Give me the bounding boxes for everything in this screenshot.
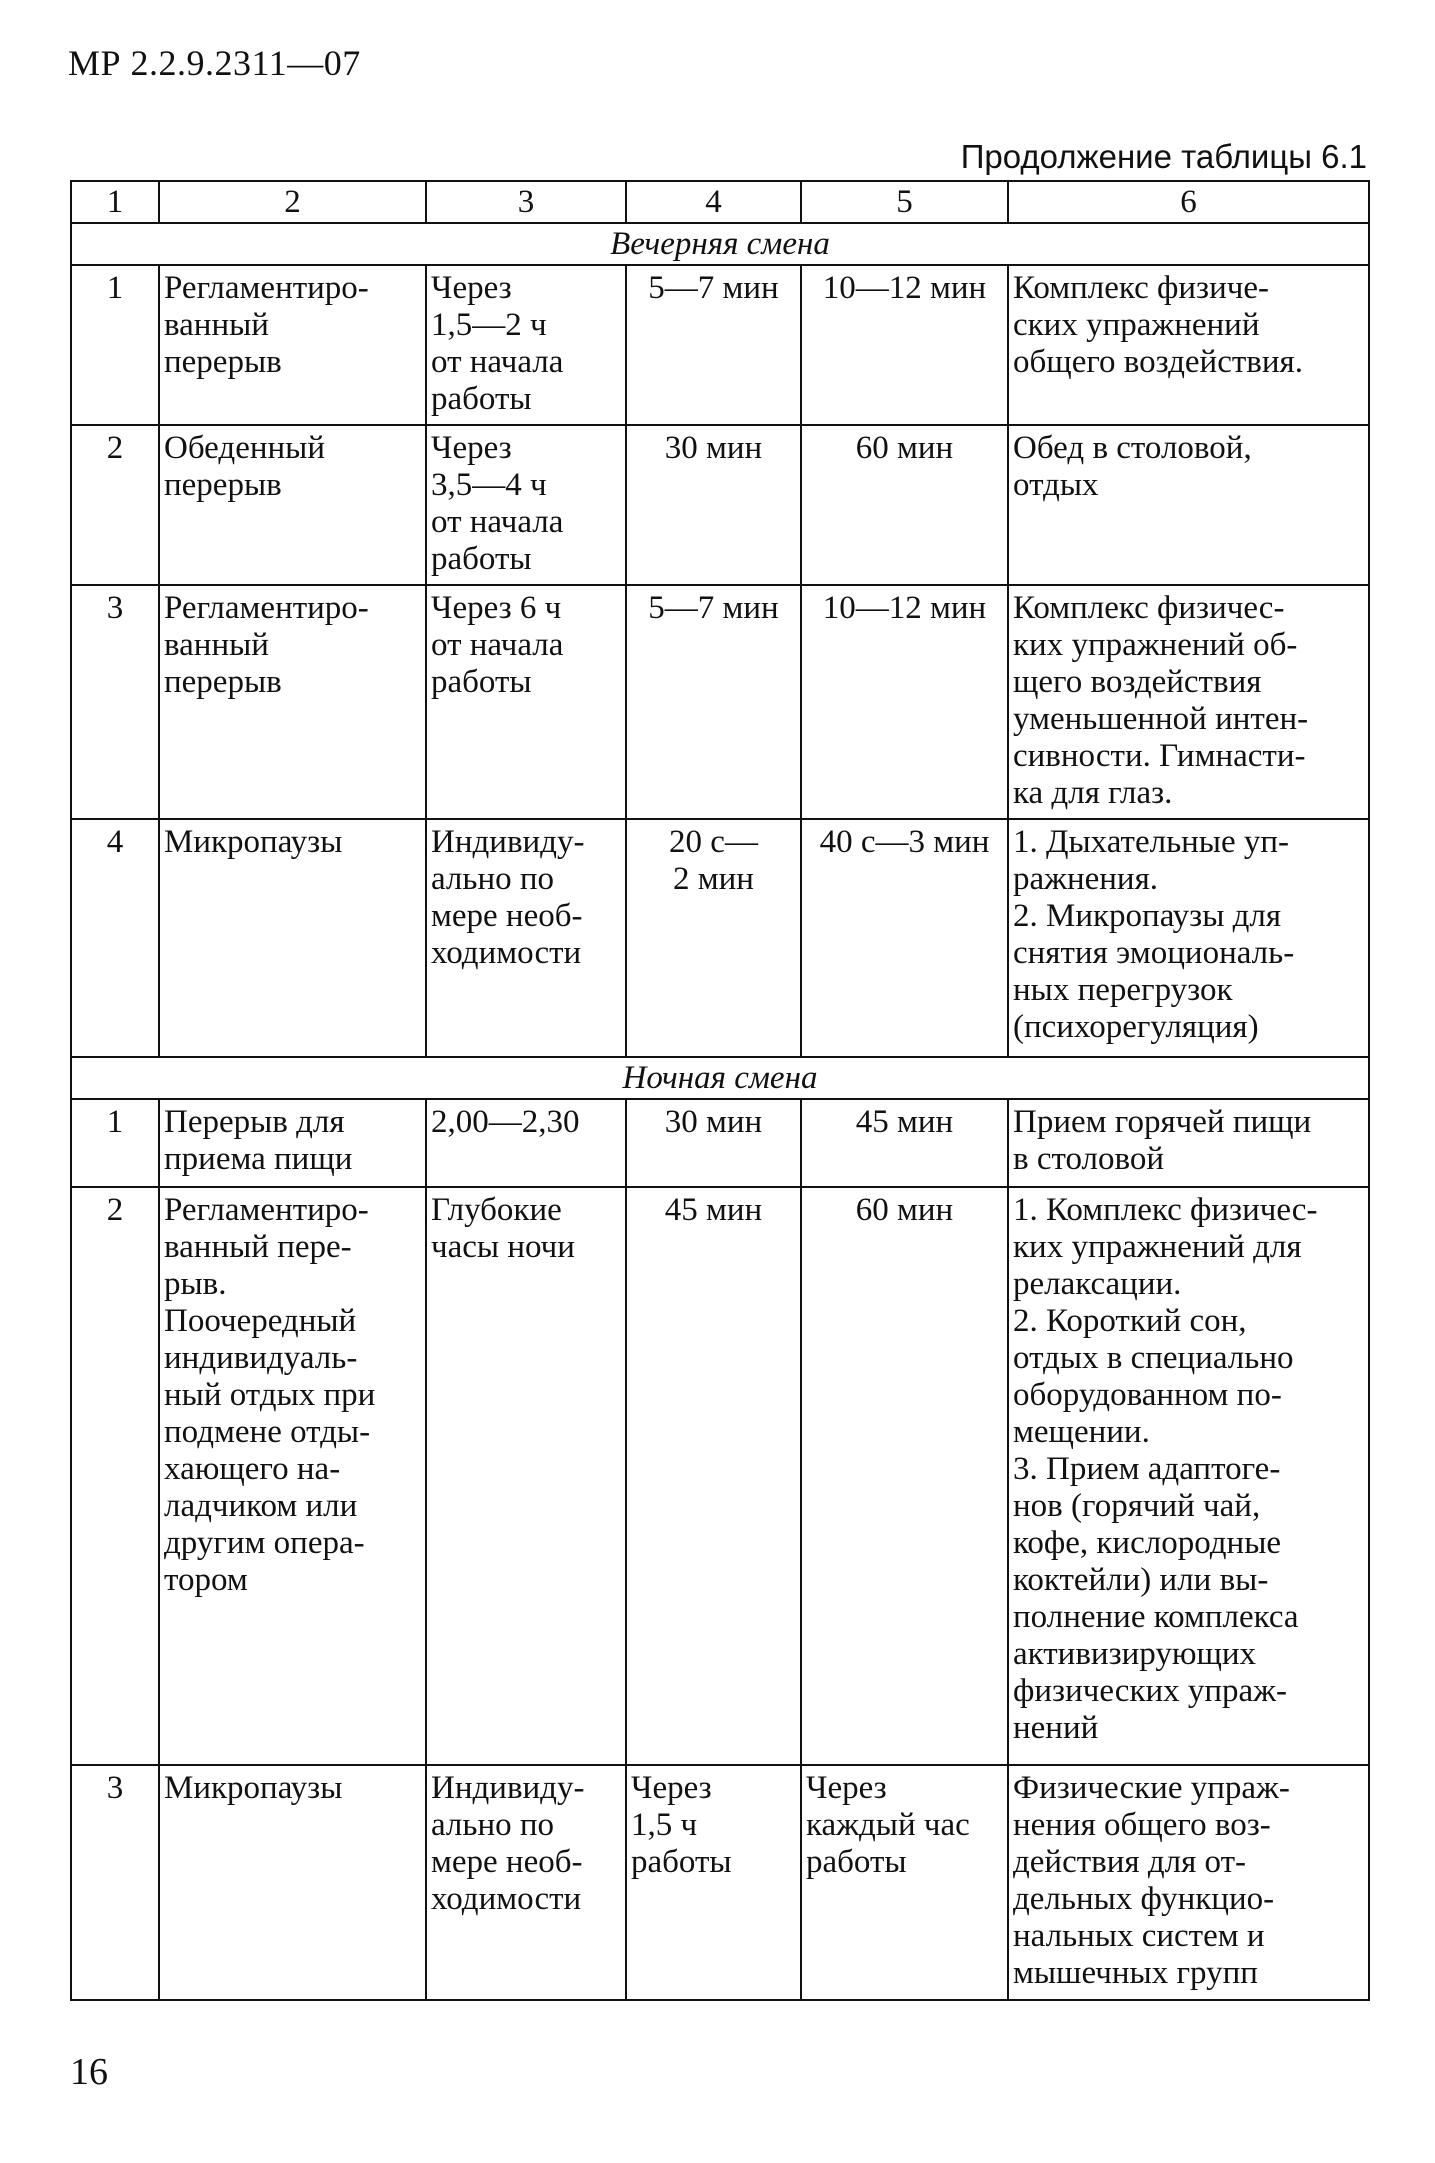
section-title: Вечерняя смена	[71, 223, 1369, 265]
column-header: 4	[626, 181, 801, 223]
cell-number: 2	[71, 425, 159, 585]
cell-content: Физические упраж- нения общего воз- действия для от- дельных функцио- нальных систем и мышечных групп	[1008, 1765, 1369, 2000]
cell-break-type: Регламентиро- ванный пере- рыв. Поочередный индивидуаль- ный отдых при подмене отды- хающего на- ладчиком или другим опера- тором	[159, 1187, 426, 1765]
column-header: 2	[159, 181, 426, 223]
column-header: 6	[1008, 181, 1369, 223]
cell-duration-max: 40 с—3 мин	[801, 819, 1008, 1057]
cell-start-time: 2,00—2,30	[426, 1099, 626, 1187]
cell-break-type: Регламентиро- ванный перерыв	[159, 585, 426, 819]
cell-number: 4	[71, 819, 159, 1057]
cell-break-type: Микропаузы	[159, 1765, 426, 2000]
cell-duration-min: 5—7 мин	[626, 585, 801, 819]
column-header: 3	[426, 181, 626, 223]
page-number: 16	[70, 2051, 108, 2093]
cell-start-time: Через 6 ч от начала работы	[426, 585, 626, 819]
cell-content: Обед в столовой, отдых	[1008, 425, 1369, 585]
cell-number: 2	[71, 1187, 159, 1765]
cell-break-type: Микропаузы	[159, 819, 426, 1057]
table-row	[71, 1187, 1369, 1765]
cell-break-type: Регламентиро- ванный перерыв	[159, 265, 426, 425]
cell-duration-min: 45 мин	[626, 1187, 801, 1765]
table-continuation-caption: Продолжение таблицы 6.1	[960, 138, 1367, 175]
cell-duration-min: Через 1,5 ч работы	[626, 1765, 801, 2000]
column-header: 5	[801, 181, 1008, 223]
cell-duration-max: 60 мин	[801, 1187, 1008, 1765]
cell-duration-min: 30 мин	[626, 1099, 801, 1187]
cell-content: Комплекс физичес- ких упражнений об- щего воздействия уменьшенной интен- сивности. Гимнасти- ка для глаз.	[1008, 585, 1369, 819]
table-row	[71, 265, 1369, 425]
cell-content: 1. Дыхательные уп- ражнения. 2. Микропаузы для снятия эмоциональ- ных перегрузок (психорегуляция)	[1008, 819, 1369, 1057]
document-code: МР 2.2.9.2311—07	[68, 43, 361, 83]
cell-number: 1	[71, 265, 159, 425]
table-row	[71, 1765, 1369, 2000]
cell-content: Комплекс физиче- ских упражнений общего воздействия.	[1008, 265, 1369, 425]
cell-start-time: Глубокие часы ночи	[426, 1187, 626, 1765]
cell-duration-max: Через каждый час работы	[801, 1765, 1008, 2000]
table-header-row	[71, 181, 1369, 223]
cell-start-time: Через 1,5—2 ч от начала работы	[426, 265, 626, 425]
cell-duration-min: 20 с— 2 мин	[626, 819, 801, 1057]
column-header: 1	[71, 181, 159, 223]
section-title: Ночная смена	[71, 1057, 1369, 1099]
cell-start-time: Индивиду- ально по мере необ- ходимости	[426, 1765, 626, 2000]
cell-duration-max: 45 мин	[801, 1099, 1008, 1187]
cell-content: 1. Комплекс физичес- ких упражнений для релаксации. 2. Короткий сон, отдых в специально оборудованном по- мещении. 3. Прием адаптоге- нов (горячий чай, кофе, кислородные коктейли) или вы- полнение комплекса активизирующих физических упраж- нений	[1008, 1187, 1369, 1765]
table-row	[71, 1099, 1369, 1187]
cell-duration-min: 30 мин	[626, 425, 801, 585]
cell-number: 3	[71, 1765, 159, 2000]
night-rows	[71, 1099, 1369, 2000]
table-row	[71, 425, 1369, 585]
break-schedule-table	[70, 180, 1368, 2001]
section-row-night	[71, 1057, 1369, 1099]
cell-duration-max: 60 мин	[801, 425, 1008, 585]
cell-duration-max: 10—12 мин	[801, 265, 1008, 425]
evening-rows	[71, 265, 1369, 1057]
cell-content: Прием горячей пищи в столовой	[1008, 1099, 1369, 1187]
cell-break-type: Перерыв для приема пищи	[159, 1099, 426, 1187]
cell-duration-min: 5—7 мин	[626, 265, 801, 425]
cell-number: 3	[71, 585, 159, 819]
table-row	[71, 819, 1369, 1057]
cell-break-type: Обеденный перерыв	[159, 425, 426, 585]
table-row	[71, 585, 1369, 819]
cell-start-time: Индивиду- ально по мере необ- ходимости	[426, 819, 626, 1057]
section-row-evening	[71, 223, 1369, 265]
cell-number: 1	[71, 1099, 159, 1187]
cell-duration-max: 10—12 мин	[801, 585, 1008, 819]
cell-start-time: Через 3,5—4 ч от начала работы	[426, 425, 626, 585]
